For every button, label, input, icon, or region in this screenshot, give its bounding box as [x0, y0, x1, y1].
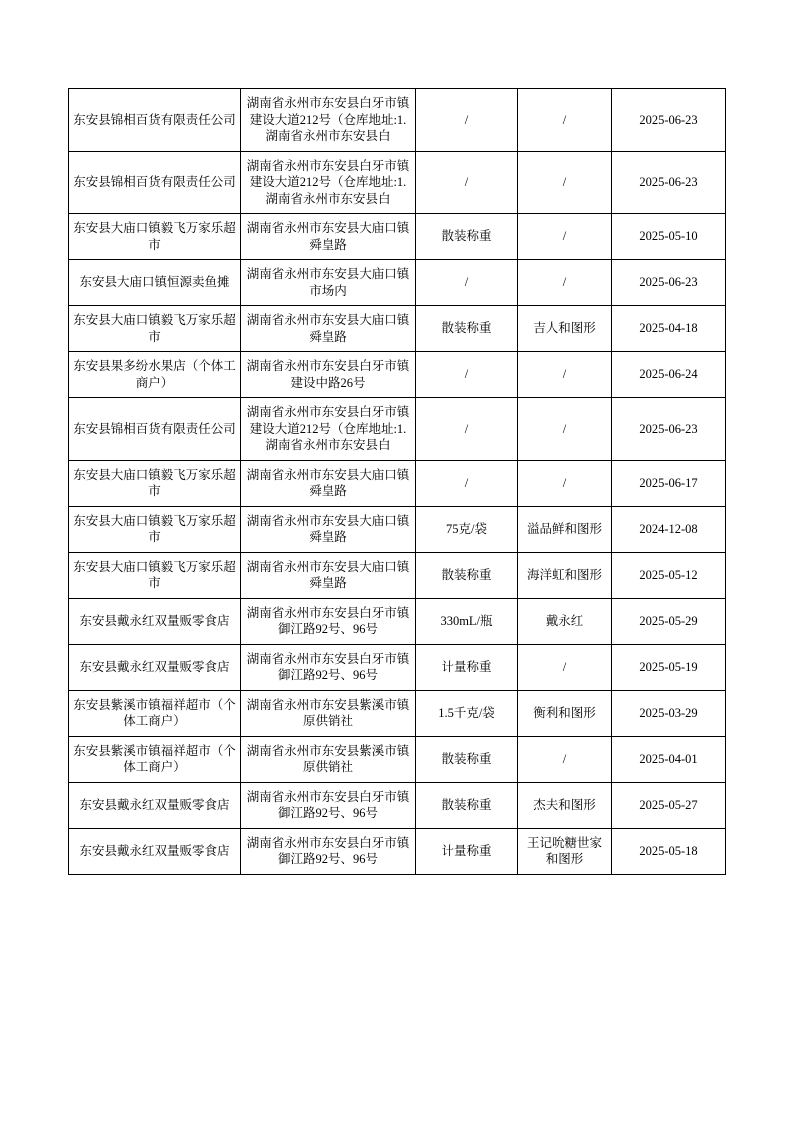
table-row	[69, 598, 726, 644]
cell-brand: /	[518, 214, 612, 260]
cell-address: 湖南省永州市东安县大庙口镇舜皇路	[241, 214, 416, 260]
cell-address: 湖南省永州市东安县大庙口镇舜皇路	[241, 460, 416, 506]
cell-address: 湖南省永州市东安县白牙市镇建设大道212号（仓库地址:1.湖南省永州市东安县白	[241, 89, 416, 152]
table-row	[69, 828, 726, 874]
cell-spec: 散装称重	[416, 214, 518, 260]
cell-business-name: 东安县大庙口镇毅飞万家乐超市	[69, 460, 241, 506]
cell-address: 湖南省永州市东安县紫溪市镇原供销社	[241, 690, 416, 736]
cell-brand: /	[518, 89, 612, 152]
table-row	[69, 260, 726, 306]
cell-address: 湖南省永州市东安县白牙市镇建设大道212号（仓库地址:1.湖南省永州市东安县白	[241, 151, 416, 214]
cell-address: 湖南省永州市东安县大庙口镇舜皇路	[241, 552, 416, 598]
cell-address: 湖南省永州市东安县白牙市镇御江路92号、96号	[241, 598, 416, 644]
cell-spec: 散装称重	[416, 736, 518, 782]
cell-business-name: 东安县大庙口镇毅飞万家乐超市	[69, 552, 241, 598]
cell-business-name: 东安县戴永红双量贩零食店	[69, 598, 241, 644]
cell-date: 2024-12-08	[612, 506, 726, 552]
cell-business-name: 东安县戴永红双量贩零食店	[69, 644, 241, 690]
cell-business-name: 东安县大庙口镇恒源卖鱼摊	[69, 260, 241, 306]
cell-address: 湖南省永州市东安县大庙口镇市场内	[241, 260, 416, 306]
table-row	[69, 644, 726, 690]
table-row	[69, 506, 726, 552]
cell-date: 2025-06-23	[612, 89, 726, 152]
cell-business-name: 东安县戴永红双量贩零食店	[69, 782, 241, 828]
cell-brand: /	[518, 736, 612, 782]
cell-spec: /	[416, 89, 518, 152]
cell-spec: 330mL/瓶	[416, 598, 518, 644]
cell-spec: /	[416, 352, 518, 398]
cell-date: 2025-04-01	[612, 736, 726, 782]
cell-address: 湖南省永州市东安县白牙市镇御江路92号、96号	[241, 828, 416, 874]
cell-date: 2025-06-17	[612, 460, 726, 506]
cell-business-name: 东安县戴永红双量贩零食店	[69, 828, 241, 874]
cell-date: 2025-06-23	[612, 398, 726, 461]
table-row	[69, 552, 726, 598]
cell-date: 2025-06-23	[612, 151, 726, 214]
cell-address: 湖南省永州市东安县大庙口镇舜皇路	[241, 306, 416, 352]
cell-spec: 1.5千克/袋	[416, 690, 518, 736]
cell-brand: /	[518, 398, 612, 461]
cell-brand: 戴永红	[518, 598, 612, 644]
cell-spec: /	[416, 260, 518, 306]
cell-address: 湖南省永州市东安县大庙口镇舜皇路	[241, 506, 416, 552]
cell-spec: 散装称重	[416, 782, 518, 828]
cell-address: 湖南省永州市东安县紫溪市镇原供销社	[241, 736, 416, 782]
cell-spec: 计量称重	[416, 644, 518, 690]
cell-date: 2025-04-18	[612, 306, 726, 352]
cell-brand: /	[518, 260, 612, 306]
table-row	[69, 460, 726, 506]
cell-brand: /	[518, 644, 612, 690]
table-row	[69, 151, 726, 214]
cell-business-name: 东安县锦相百货有限责任公司	[69, 398, 241, 461]
cell-business-name: 东安县大庙口镇毅飞万家乐超市	[69, 214, 241, 260]
cell-business-name: 东安县紫溪市镇福祥超市（个体工商户）	[69, 690, 241, 736]
cell-date: 2025-05-29	[612, 598, 726, 644]
cell-spec: /	[416, 460, 518, 506]
cell-spec: 散装称重	[416, 552, 518, 598]
cell-spec: 75克/袋	[416, 506, 518, 552]
cell-brand: /	[518, 460, 612, 506]
table-row	[69, 736, 726, 782]
table-row	[69, 89, 726, 152]
cell-brand: 溢品鲜和图形	[518, 506, 612, 552]
cell-address: 湖南省永州市东安县白牙市镇御江路92号、96号	[241, 644, 416, 690]
cell-address: 湖南省永州市东安县白牙市镇御江路92号、96号	[241, 782, 416, 828]
table-row	[69, 214, 726, 260]
table-row	[69, 782, 726, 828]
cell-spec: 散装称重	[416, 306, 518, 352]
cell-business-name: 东安县大庙口镇毅飞万家乐超市	[69, 506, 241, 552]
cell-brand: 衡利和图形	[518, 690, 612, 736]
cell-date: 2025-05-18	[612, 828, 726, 874]
cell-business-name: 东安县锦相百货有限责任公司	[69, 151, 241, 214]
table-row	[69, 398, 726, 461]
table-row	[69, 306, 726, 352]
table-body	[69, 89, 726, 875]
cell-brand: 吉人和图形	[518, 306, 612, 352]
cell-brand: 杰夫和图形	[518, 782, 612, 828]
cell-business-name: 东安县果多纷水果店（个体工商户）	[69, 352, 241, 398]
cell-date: 2025-05-12	[612, 552, 726, 598]
cell-spec: /	[416, 151, 518, 214]
cell-spec: /	[416, 398, 518, 461]
cell-brand: /	[518, 352, 612, 398]
cell-business-name: 东安县锦相百货有限责任公司	[69, 89, 241, 152]
cell-date: 2025-05-27	[612, 782, 726, 828]
cell-date: 2025-03-29	[612, 690, 726, 736]
cell-brand: 海洋虹和图形	[518, 552, 612, 598]
cell-address: 湖南省永州市东安县白牙市镇建设大道212号（仓库地址:1.湖南省永州市东安县白	[241, 398, 416, 461]
cell-date: 2025-05-19	[612, 644, 726, 690]
cell-address: 湖南省永州市东安县白牙市镇建设中路26号	[241, 352, 416, 398]
cell-spec: 计量称重	[416, 828, 518, 874]
cell-brand: /	[518, 151, 612, 214]
cell-date: 2025-05-10	[612, 214, 726, 260]
cell-date: 2025-06-23	[612, 260, 726, 306]
cell-date: 2025-06-24	[612, 352, 726, 398]
table-row	[69, 352, 726, 398]
table-row	[69, 690, 726, 736]
cell-brand: 王记吮糖世家和图形	[518, 828, 612, 874]
cell-business-name: 东安县紫溪市镇福祥超市（个体工商户）	[69, 736, 241, 782]
cell-business-name: 东安县大庙口镇毅飞万家乐超市	[69, 306, 241, 352]
business-records-table	[68, 88, 726, 875]
